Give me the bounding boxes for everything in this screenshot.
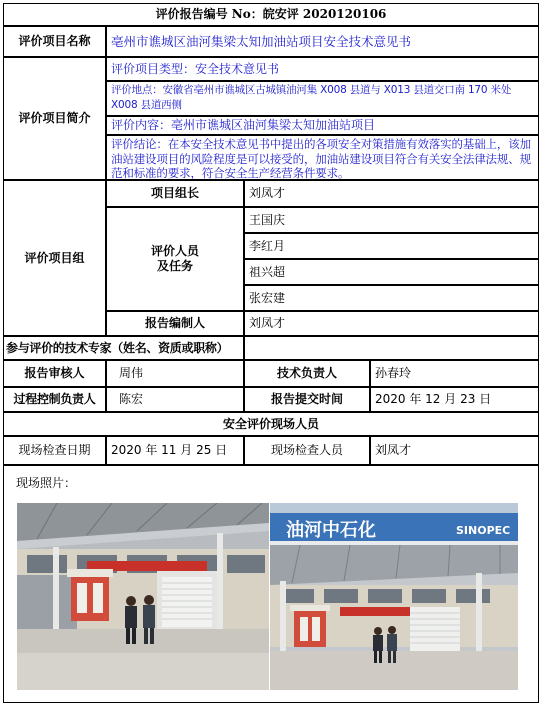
member-4: 张宏建 bbox=[244, 285, 539, 311]
station-brand-text: SINOPEC bbox=[456, 524, 511, 537]
summary-type: 评价项目类型：安全技术意见书 bbox=[106, 57, 539, 81]
gas-station-photo-1 bbox=[17, 503, 269, 690]
leader-label: 项目组长 bbox=[106, 180, 244, 207]
site-staff-title: 安全评价现场人员 bbox=[3, 412, 539, 436]
compiler-name: 刘凤才 bbox=[244, 311, 539, 336]
leader-name: 刘凤才 bbox=[244, 180, 539, 207]
report-number-value: 皖安评 2020120106 bbox=[262, 7, 387, 21]
experts-value bbox=[244, 336, 539, 360]
site-photo-1 bbox=[17, 503, 269, 690]
compiler-label: 报告编制人 bbox=[106, 311, 244, 336]
member-2: 李红月 bbox=[244, 233, 539, 259]
report-number-row bbox=[3, 3, 539, 26]
summary-content: 评价内容：亳州市谯城区油河集梁太知加油站项目 bbox=[106, 116, 539, 135]
process-lead-label: 过程控制负责人 bbox=[3, 387, 106, 412]
reviewer-name: 周伟 bbox=[106, 360, 244, 387]
summary-label: 评价项目简介 bbox=[3, 57, 106, 180]
member-3: 祖兴超 bbox=[244, 259, 539, 285]
site-staff-label: 现场检查人员 bbox=[244, 436, 370, 465]
process-lead-name: 陈宏 bbox=[106, 387, 244, 412]
report-number-label: 评价报告编号 No： bbox=[155, 7, 263, 21]
members-label: 评价人员 及任务 bbox=[106, 207, 244, 311]
submit-time-value: 2020 年 12 月 23 日 bbox=[370, 387, 539, 412]
reviewer-label: 报告审核人 bbox=[3, 360, 106, 387]
site-date-value: 2020 年 11 月 25 日 bbox=[106, 436, 244, 465]
site-photo-2 bbox=[270, 503, 518, 690]
gas-station-photo-2 bbox=[270, 503, 518, 690]
team-label: 评价项目组 bbox=[3, 180, 106, 336]
photo-label: 现场照片： bbox=[16, 476, 77, 490]
summary-conclusion: 评价结论：在本安全技术意见书中提出的各项安全对策措施有效落实的基础上，该加油站建设项目的风险程度是可以接受的，加油站建设项目符合有关安全法律法规、规范和标准的要求，符合安全生产经营条件要求。 bbox=[106, 135, 539, 180]
submit-time-label: 报告提交时间 bbox=[244, 387, 370, 412]
tech-lead-name: 孙春玲 bbox=[370, 360, 539, 387]
tech-lead-label: 技术负责人 bbox=[244, 360, 370, 387]
project-name-value: 亳州市谯城区油河集梁太知加油站项目安全技术意见书 bbox=[106, 26, 539, 57]
summary-location: 评价地点：安徽省亳州市谯城区古城镇油河集 X008 县道与 X013 县道交口南 170 米处 X008 县道西侧 bbox=[106, 81, 539, 116]
site-staff-value: 刘凤才 bbox=[370, 436, 539, 465]
experts-label: 参与评价的技术专家（姓名、资质或职称） bbox=[3, 336, 244, 360]
station-sign-text: 油河中石化 bbox=[286, 520, 376, 541]
project-name-label: 评价项目名称 bbox=[3, 26, 106, 57]
site-date-label: 现场检查日期 bbox=[3, 436, 106, 465]
member-1: 王国庆 bbox=[244, 207, 539, 233]
evaluation-report-form bbox=[3, 3, 539, 703]
